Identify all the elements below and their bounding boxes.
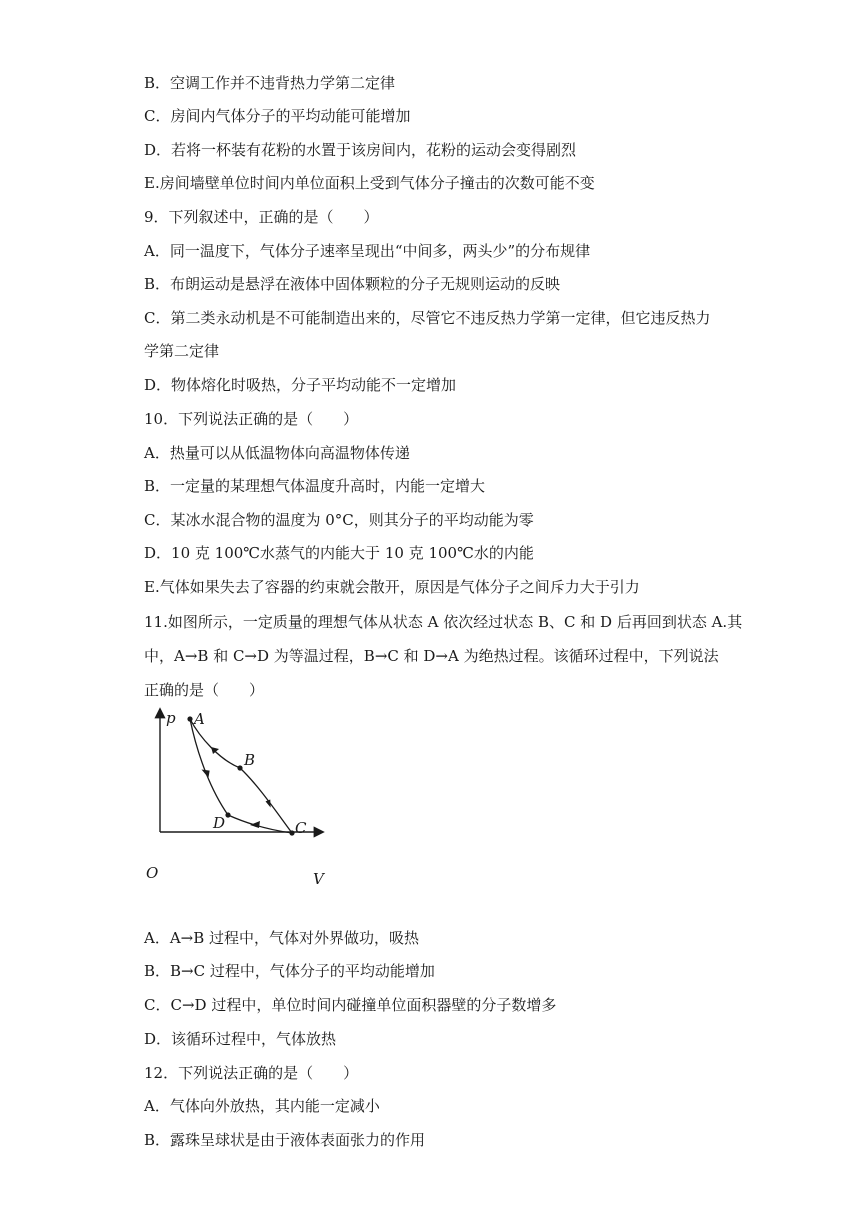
q9-option-b: B．布朗运动是悬浮在液体中固体颗粒的分子无规则运动的反映: [144, 275, 561, 293]
q12-option-b: B．露珠呈球状是由于液体表面张力的作用: [144, 1131, 426, 1149]
label-p: p: [166, 709, 176, 727]
q12-stem: 12．下列说法正确的是（ ）: [144, 1064, 359, 1082]
label-origin: O: [146, 864, 159, 882]
q11-option-c: C．C→D 过程中，单位时间内碰撞单位面积器壁的分子数增多: [144, 996, 557, 1014]
q11-option-b: B．B→C 过程中，气体分子的平均动能增加: [144, 962, 435, 980]
q10-option-a: A．热量可以从低温物体向高温物体传递: [144, 444, 410, 462]
q11-stem-line1: 11.如图所示，一定质量的理想气体从状态 A 依次经过状态 B、C 和 D 后再回到状态 A.其: [144, 613, 743, 631]
curve-d-a: [190, 719, 228, 815]
q11-stem-line3: 正确的是（ ）: [144, 681, 265, 699]
label-b: B: [244, 751, 256, 769]
point-d: [225, 812, 230, 817]
q8-option-b: B．空调工作并不违背热力学第二定律: [144, 74, 396, 92]
label-d: D: [213, 814, 226, 832]
pv-cycle-diagram: [140, 700, 340, 890]
pv-diagram-svg: [140, 700, 340, 890]
q11-option-d: D．该循环过程中，气体放热: [144, 1030, 337, 1048]
label-v: V: [313, 870, 324, 888]
q9-option-d: D．物体熔化时吸热，分子平均动能不一定增加: [144, 376, 457, 394]
q9-option-a: A．同一温度下，气体分子速率呈现出“中间多，两头少”的分布规律: [144, 242, 591, 260]
q8-option-d: D．若将一杯装有花粉的水置于该房间内，花粉的运动会变得剧烈: [144, 141, 577, 159]
q10-option-e: E.气体如果失去了容器的约束就会散开，原因是气体分子之间斥力大于引力: [144, 578, 640, 596]
q10-option-d: D．10 克 100℃水蒸气的内能大于 10 克 100℃水的内能: [144, 544, 534, 562]
q10-option-c: C．某冰水混合物的温度为 0°C，则其分子的平均动能为零: [144, 511, 534, 529]
q8-option-e: E.房间墙壁单位时间内单位面积上受到气体分子撞击的次数可能不变: [144, 174, 595, 192]
q10-stem: 10．下列说法正确的是（ ）: [144, 410, 359, 428]
q9-option-c-line2: 学第二定律: [144, 342, 220, 360]
q11-option-a: A．A→B 过程中，气体对外界做功，吸热: [144, 929, 420, 947]
q8-option-c: C．房间内气体分子的平均动能可能增加: [144, 107, 411, 125]
q12-option-a: A．气体向外放热，其内能一定减小: [144, 1097, 380, 1115]
q10-option-b: B．一定量的某理想气体温度升高时，内能一定增大: [144, 477, 486, 495]
q9-stem: 9．下列叙述中，正确的是（ ）: [144, 208, 379, 226]
q11-stem-line2: 中，A→B 和 C→D 为等温过程，B→C 和 D→A 为绝热过程。该循环过程中，下列说法: [144, 647, 719, 665]
label-c: C: [295, 819, 307, 837]
arrow-c-d: [250, 821, 260, 828]
arrow-d-a: [201, 769, 210, 779]
point-a: [187, 716, 192, 721]
q9-option-c-line1: C．第二类永动机是不可能制造出来的，尽管它不违反热力学第一定律，但它违反热力: [144, 309, 711, 327]
point-c: [289, 830, 294, 835]
label-a: A: [194, 710, 205, 728]
point-b: [237, 765, 242, 770]
curve-c-d: [228, 815, 292, 833]
